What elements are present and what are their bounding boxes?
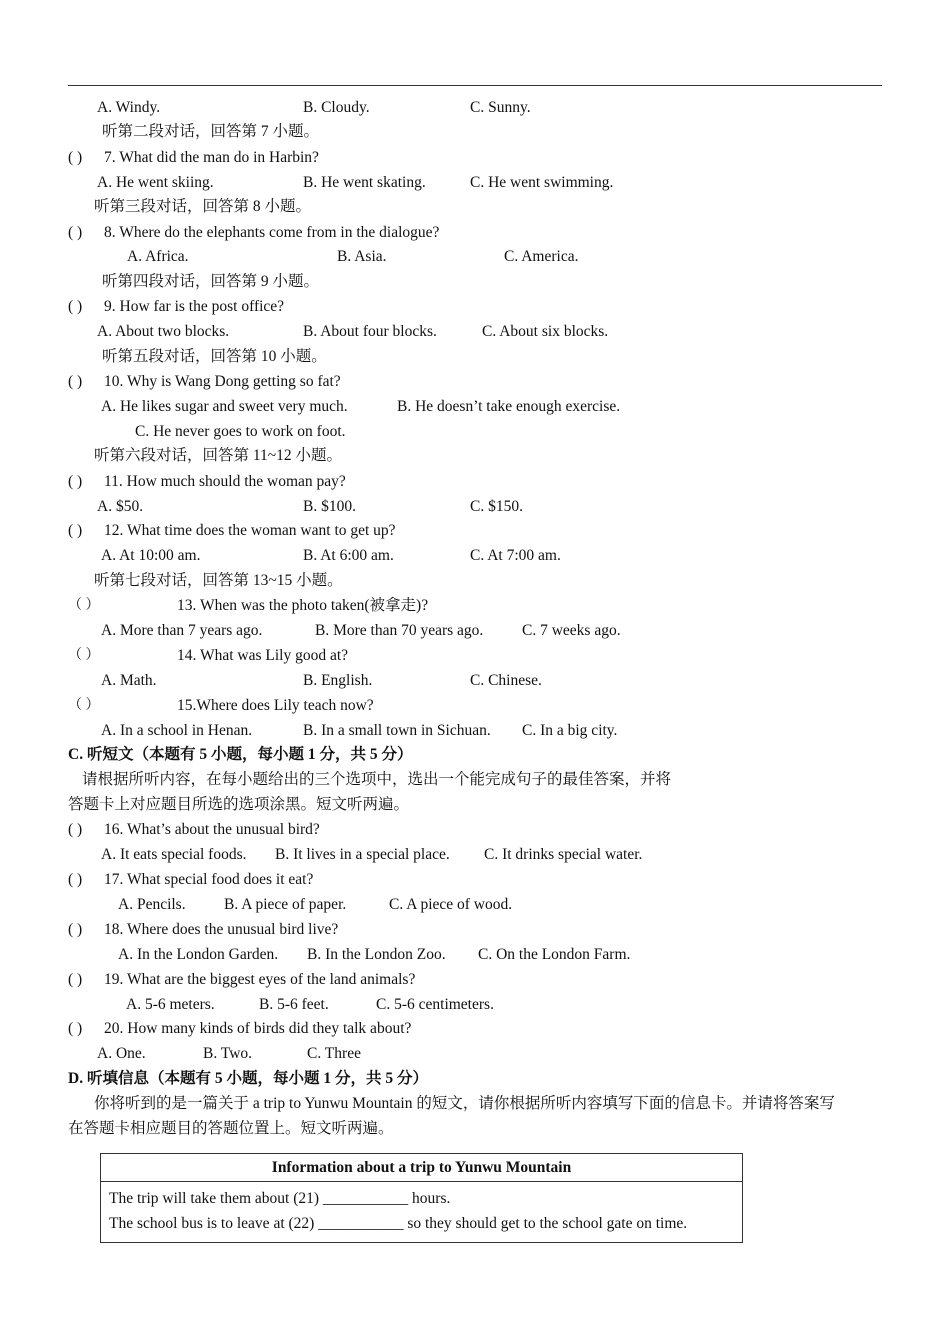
q13-answer-paren: （ ） (68, 598, 100, 613)
q7-option-a: A. He went skiing. (97, 174, 214, 191)
q19-option-a: A. 5-6 meters. (126, 996, 215, 1013)
q14-option-c: C. Chinese. (470, 672, 542, 689)
q9-stem: 9. How far is the post office? (104, 298, 285, 315)
q15-option-a: A. In a school in Henan. (101, 722, 253, 739)
q6-option-b: B. Cloudy. (303, 99, 370, 116)
q18-option-b: B. In the London Zoo. (307, 946, 446, 963)
q8-option-b: B. Asia. (337, 248, 387, 265)
part-c-instruction-line-1: 请根据所听内容，在每小题给出的三个选项中，选出一个能完成句子的最佳答案，并将 (82, 771, 672, 788)
q20-option-c: C. Three (307, 1045, 361, 1062)
q16-stem: 16. What’s about the unusual bird? (104, 821, 320, 838)
section-5-instruction: 听第五段对话，回答第 10 小题。 (102, 348, 327, 365)
q20-option-a: A. One. (97, 1045, 146, 1062)
header-rule (68, 85, 882, 86)
q10-option-a: A. He likes sugar and sweet very much. (101, 398, 348, 415)
q13-option-c: C. 7 weeks ago. (522, 622, 621, 639)
info-card-title: Information about a trip to Yunwu Mountain (101, 1154, 743, 1182)
part-d-instruction-line-2: 在答题卡相应题目的答题位置上。短文听两遍。 (68, 1120, 394, 1137)
q14-answer-paren: （ ） (68, 648, 100, 663)
q11-option-c: C. $150. (470, 498, 523, 515)
q15-option-b: B. In a small town in Sichuan. (303, 722, 491, 739)
section-2-instruction: 听第二段对话，回答第 7 小题。 (102, 123, 320, 140)
q10-option-c: C. He never goes to work on foot. (135, 423, 346, 440)
q7-answer-paren: ( ) (68, 149, 83, 166)
q20-option-b: B. Two. (203, 1045, 253, 1062)
q9-option-a: A. About two blocks. (97, 323, 230, 340)
info-card-table (100, 1153, 743, 1243)
q8-option-a: A. Africa. (127, 248, 189, 265)
q11-answer-paren: ( ) (68, 473, 83, 490)
q16-option-b: B. It lives in a special place. (275, 846, 450, 863)
q16-option-c: C. It drinks special water. (484, 846, 643, 863)
part-c-heading: C. 听短文（本题有 5 小题，每小题 1 分，共 5 分） (68, 746, 413, 763)
q19-option-b: B. 5-6 feet. (259, 996, 329, 1013)
q9-option-b: B. About four blocks. (303, 323, 437, 340)
q13-option-a: A. More than 7 years ago. (101, 622, 263, 639)
q18-option-a: A. In the London Garden. (118, 946, 279, 963)
q10-answer-paren: ( ) (68, 373, 83, 390)
q11-option-b: B. $100. (303, 498, 356, 515)
q16-answer-paren: ( ) (68, 821, 83, 838)
q15-answer-paren: （ ） (68, 698, 100, 713)
info-card-row-21: The trip will take them about (21) ___________ hours. (109, 1190, 451, 1207)
info-card-body (101, 1182, 743, 1243)
q15-stem: 15.Where does Lily teach now? (177, 697, 374, 714)
q15-option-c: C. In a big city. (522, 722, 618, 739)
q9-option-c: C. About six blocks. (482, 323, 609, 340)
q12-option-c: C. At 7:00 am. (470, 547, 561, 564)
q17-option-c: C. A piece of wood. (389, 896, 513, 913)
q17-option-a: A. Pencils. (118, 896, 186, 913)
q8-answer-paren: ( ) (68, 224, 83, 241)
q6-option-c: C. Sunny. (470, 99, 531, 116)
q10-option-b: B. He doesn’t take enough exercise. (397, 398, 621, 415)
part-d-instruction-line-1: 你将听到的是一篇关于 a trip to Yunwu Mountain 的短文，请你根据所听内容填写下面的信息卡。并请将答案写 (94, 1095, 835, 1112)
q8-stem: 8. Where do the elephants come from in the dialogue? (104, 224, 440, 241)
section-4-instruction: 听第四段对话，回答第 9 小题。 (102, 273, 320, 290)
q7-option-b: B. He went skating. (303, 174, 426, 191)
q19-answer-paren: ( ) (68, 971, 83, 988)
q20-answer-paren: ( ) (68, 1020, 83, 1037)
q12-option-a: A. At 10:00 am. (101, 547, 201, 564)
q12-stem: 12. What time does the woman want to get up? (104, 522, 396, 539)
q14-option-a: A. Math. (101, 672, 157, 689)
q12-answer-paren: ( ) (68, 522, 83, 539)
q11-stem: 11. How much should the woman pay? (104, 473, 346, 490)
q7-stem: 7. What did the man do in Harbin? (104, 149, 319, 166)
q13-stem: 13. When was the photo taken(被拿走)? (177, 597, 429, 614)
q7-option-c: C. He went swimming. (470, 174, 614, 191)
q12-option-b: B. At 6:00 am. (303, 547, 394, 564)
q17-answer-paren: ( ) (68, 871, 83, 888)
q14-option-b: B. English. (303, 672, 373, 689)
section-6-instruction: 听第六段对话，回答第 11~12 小题。 (94, 447, 343, 464)
q17-option-b: B. A piece of paper. (224, 896, 347, 913)
part-c-instruction-line-2: 答题卡上对应题目所选的选项涂黑。短文听两遍。 (68, 796, 410, 813)
q8-option-c: C. America. (504, 248, 579, 265)
q20-stem: 20. How many kinds of birds did they talk about? (104, 1020, 412, 1037)
q14-stem: 14. What was Lily good at? (177, 647, 349, 664)
section-3-instruction: 听第三段对话，回答第 8 小题。 (94, 198, 312, 215)
q18-answer-paren: ( ) (68, 921, 83, 938)
part-d-heading: D. 听填信息（本题有 5 小题，每小题 1 分，共 5 分） (68, 1070, 428, 1087)
q18-stem: 18. Where does the unusual bird live? (104, 921, 339, 938)
q6-option-a: A. Windy. (97, 99, 161, 116)
q11-option-a: A. $50. (97, 498, 144, 515)
info-card-row-22: The school bus is to leave at (22) ___________ so they should get to the school gate on time. (109, 1215, 688, 1232)
q19-stem: 19. What are the biggest eyes of the land animals? (104, 971, 416, 988)
q19-option-c: C. 5-6 centimeters. (376, 996, 494, 1013)
q18-option-c: C. On the London Farm. (478, 946, 631, 963)
section-7-instruction: 听第七段对话，回答第 13~15 小题。 (94, 572, 343, 589)
q13-option-b: B. More than 70 years ago. (315, 622, 484, 639)
q9-answer-paren: ( ) (68, 298, 83, 315)
q10-stem: 10. Why is Wang Dong getting so fat? (104, 373, 341, 390)
q16-option-a: A. It eats special foods. (101, 846, 247, 863)
q17-stem: 17. What special food does it eat? (104, 871, 314, 888)
